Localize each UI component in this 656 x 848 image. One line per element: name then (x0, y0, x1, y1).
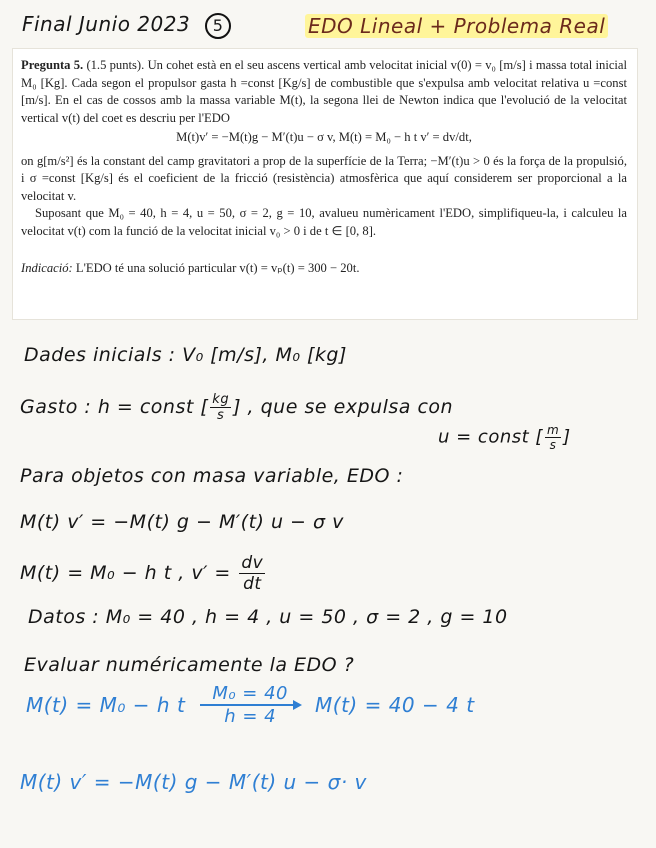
problem-statement (12, 48, 638, 320)
velocity-unit (545, 423, 561, 452)
problem-paragraph-1 (21, 57, 627, 127)
unit-numerator: kg (212, 392, 230, 407)
unit-denominator: s (217, 408, 225, 423)
hint-label: Indicació: (21, 261, 73, 275)
note-line-substitution (26, 683, 475, 727)
note-line-evaluate: Evaluar numéricamente la EDO ? (24, 654, 355, 676)
velocity-label: u = const [ (438, 426, 543, 448)
arrow-icon (200, 704, 300, 706)
circled-number: 5 (205, 13, 231, 39)
hint-text: L'EDO té una solució particular v(t) = vₚ(t) = 300 − 20t. (75, 261, 360, 275)
unit-numerator: m (546, 423, 560, 437)
velocity-close: ] (563, 426, 571, 448)
fraction-numerator: dv (241, 553, 264, 573)
note-line-exhaust-velocity (438, 423, 571, 452)
problem-paragraph-3: Suposant que M₀ = 40, h = 4, u = 50, σ = 2, g = 10, avalueu numèricament l'EDO, simplifiqueu-la, i calculeu la velocitat v(t) com la funció de la velocitat inicial v₀ > 0 i de t ∈ [0, 8]. (21, 206, 627, 238)
note-line-initial-data: Dades inicials : V₀ [m/s], M₀ [kg] (24, 344, 347, 366)
problem-equation: M(t)v′ = −M(t)g − M′(t)u − σ v, M(t) = M₀ − h t v′ = dv/dt, (176, 130, 472, 144)
arrow-bottom-label: h = 4 (224, 706, 277, 727)
question-text: Un cohet està en el seu ascens vertical amb velocitat inicial v(0) = v₀ [m/s] i massa total inicial M₀ [Kg]. Cada segon el propulsor gasta h =const [Kg/s] de combustible que s'expulsa amb velocitat relativa u =const [m/s]. En el cas de cossos amb la massa variable M(t), la segona llei de Newton indica que l'evolució de la velocitat vertical v(t) del coet es descriu per l'EDO (21, 58, 627, 125)
consumption-suffix: , que se expulsa con (247, 396, 454, 418)
note-topic (305, 14, 608, 38)
substitution-arrow (200, 683, 300, 727)
question-label: Pregunta 5. (21, 58, 84, 72)
derivative-fraction (239, 553, 265, 594)
note-line-mass-function (20, 553, 267, 594)
note-line-consumption: Gasto : h = const [ $\frac{kg}{s}$ ] , que se expulsa con (20, 392, 454, 423)
consumption-unit (210, 392, 231, 423)
note-line-ode-blue: M(t) v′ = −M(t) g − M′(t) u − σ· v (20, 770, 367, 794)
unit-denominator: s (549, 438, 557, 452)
note-line-ode: M(t) v′ = −M(t) g − M′(t) u − σ v (20, 511, 344, 533)
problem-paragraph-2: on g[m/s²] és la constant del camp gravitatori a prop de la superfície de la Terra; −M′(t)u > 0 és la força de la propulsió, i σ =const [Kg/s] és el coeficient de la fricció (resistència) atmosfèrica que aquí considerem ser proporcional a la velocitat v. (21, 153, 627, 203)
question-points: (1.5 punts). (86, 58, 145, 72)
topic-highlight: EDO Lineal + Problema Real (305, 14, 608, 38)
mass-formula: M(t) = M₀ − h t (26, 693, 186, 717)
problem-hint (21, 260, 627, 278)
note-line-variable-mass: Para objetos con masa variable, EDO : (20, 465, 404, 487)
consumption-label: Gasto : h = const (20, 396, 194, 418)
note-line-data-values: Datos : M₀ = 40 , h = 4 , u = 50 , σ = 2 , g = 10 (28, 606, 508, 628)
note-title (22, 12, 231, 39)
fraction-denominator: dt (243, 574, 262, 594)
arrow-top-label: M₀ = 40 (212, 683, 288, 704)
mass-result: M(t) = 40 − 4 t (315, 693, 475, 717)
mass-function-text: M(t) = M₀ − h t , v′ = (20, 562, 231, 584)
title-text: Final Junio 2023 (22, 12, 191, 36)
